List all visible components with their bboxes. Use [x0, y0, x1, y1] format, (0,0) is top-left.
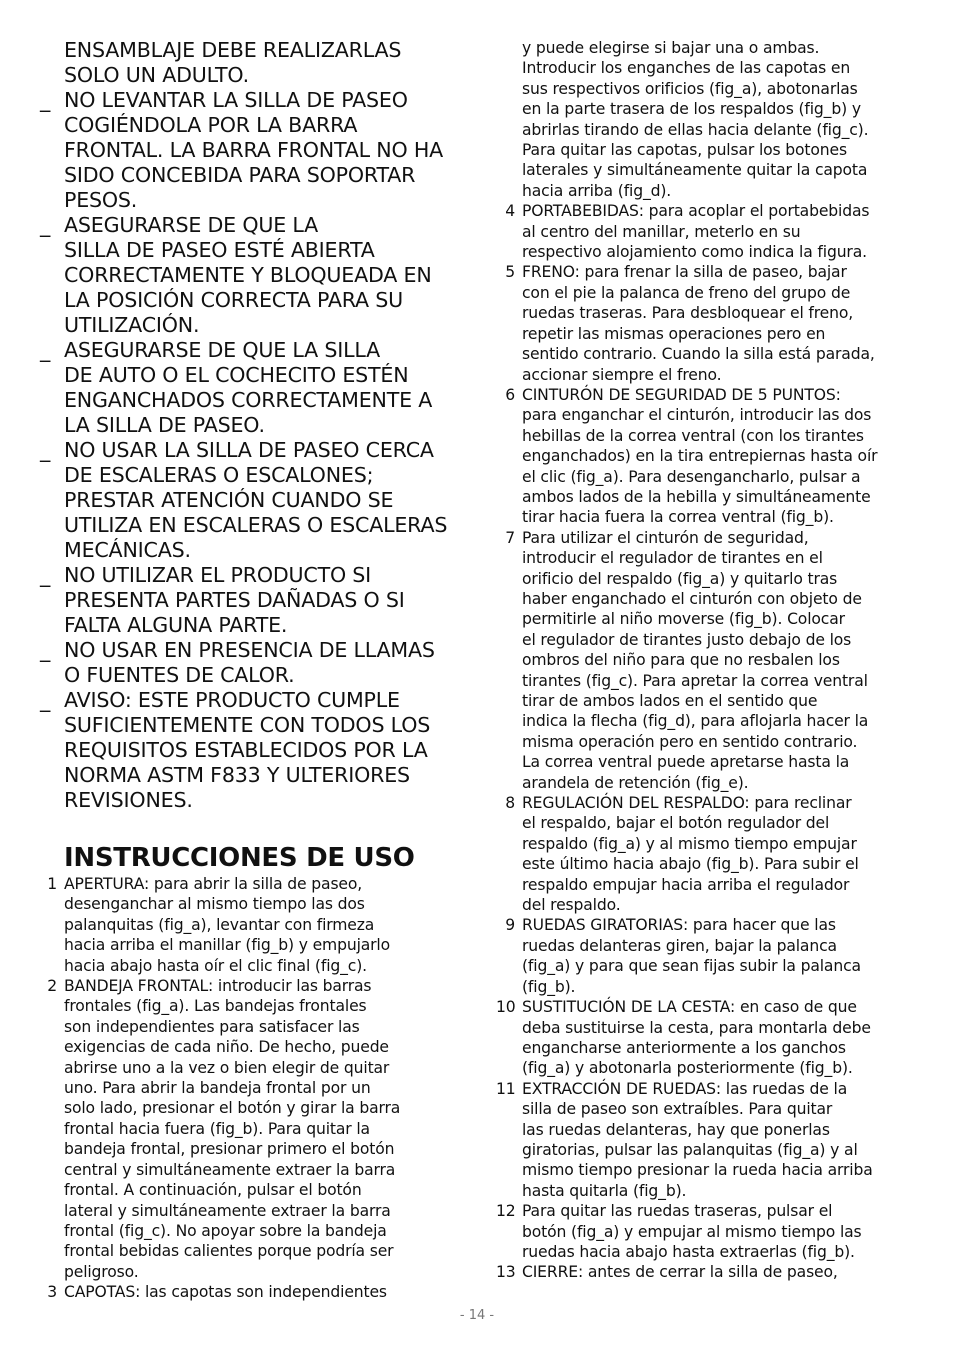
warning-item [40, 438, 470, 563]
text-line: DE ESCALERAS O ESCALONES; [64, 463, 374, 487]
instruction-item [40, 976, 470, 1282]
text-line: NO USAR LA SILLA DE PASEO CERCA [64, 438, 434, 462]
warnings-list [40, 38, 470, 813]
text-line: y puede elegirse si bajar una o ambas. [522, 39, 820, 57]
instructions-list-left [40, 874, 470, 1303]
text-line: tirar de ambos lados en el sentido que [522, 692, 818, 710]
text-line: respaldo empujar hacia arriba el regulador [522, 875, 850, 894]
text-line: permitirle al niño moverse (fig_b). Colocar [522, 610, 845, 629]
instruction-number: 7 [505, 528, 515, 547]
text-line: el clic (fig_a). Para desengancharlo, pulsar a [522, 467, 861, 486]
text-line: ombros del niño para que no resbalen los [522, 651, 840, 670]
text-line: AVISO: ESTE PRODUCTO CUMPLE [64, 688, 400, 712]
text-line: DE AUTO O EL COCHECITO ESTÉN [64, 363, 409, 387]
text-line: solo lado, presionar el botón y girar la barra [64, 1099, 401, 1118]
instruction-text [522, 915, 924, 997]
text-line: hacia arriba el manillar (fig_b) y empujarlo [64, 936, 391, 955]
text-line: botón (fig_a) y empujar al mismo tiempo las [522, 1222, 862, 1241]
text-line: abrirlas tirando de ellas hacia delante (fig_c). [522, 120, 869, 139]
text-line: UTILIZACIÓN. [64, 313, 200, 337]
instruction-item [496, 385, 924, 528]
instruction-number: 5 [505, 263, 515, 282]
text-line: bandeja frontal, presionar primero el botón [64, 1140, 395, 1159]
text-line: sus respectivos orificios (fig_a), abotonarlas [522, 79, 858, 98]
text-line: frontal hacia fuera (fig_b). Para quitar la [64, 1119, 370, 1138]
text-line: exigencias de cada niño. De hecho, puede [64, 1038, 389, 1057]
text-line: en la parte trasera de los respaldos (fig_b) y [522, 100, 861, 119]
text-line: PORTABEBIDAS: para acoplar el portabebidas [522, 202, 870, 221]
text-line: frontal. A continuación, pulsar el botón [64, 1181, 362, 1200]
instructions-list-right [496, 201, 924, 1283]
warning-text [64, 213, 470, 338]
instruction-item [496, 1201, 924, 1262]
text-line: engancharse anteriormente a los ganchos [522, 1038, 846, 1057]
warning-text [64, 338, 470, 438]
text-line: misma operación pero en sentido contrario. [522, 732, 858, 751]
instruction-number: 13 [496, 1263, 516, 1282]
instruction-number: 2 [47, 977, 57, 996]
warning-text [64, 88, 470, 213]
text-line: ambos lados de la hebilla y simultáneamente [522, 487, 871, 506]
warning-bullet: _ [40, 213, 51, 237]
text-line: ASEGURARSE DE QUE LA SILLA [64, 338, 380, 362]
text-line: orificio del respaldo (fig_a) y quitarlo tras [522, 569, 838, 588]
instruction-item [40, 874, 470, 976]
instruction-text [64, 1282, 470, 1302]
text-line: accionar siempre el freno. [522, 365, 722, 384]
text-line: hacia abajo hasta oír el clic final (fig_c). [64, 956, 367, 975]
warning-item [40, 638, 470, 688]
text-line: O FUENTES DE CALOR. [64, 663, 295, 687]
continued-paragraph [496, 38, 924, 201]
page-number: - 14 - [459, 1308, 495, 1323]
text-line: MECÁNICAS. [64, 538, 191, 562]
instruction-item [40, 1282, 470, 1302]
instruction-number: 3 [47, 1283, 57, 1302]
instruction-text [522, 262, 924, 384]
text-line: NO LEVANTAR LA SILLA DE PASEO [64, 88, 408, 112]
warning-item [40, 213, 470, 338]
warning-text [64, 563, 470, 638]
warning-text [64, 638, 470, 688]
text-line: sentido contrario. Cuando la silla está parada, [522, 345, 875, 364]
text-line: CIERRE: antes de cerrar la silla de paseo, [522, 1263, 838, 1282]
instruction-number: 8 [505, 794, 515, 813]
instruction-text [522, 1201, 924, 1262]
instruction-text [64, 976, 470, 1282]
text-line: ruedas delanteras giren, bajar la palanca [522, 936, 837, 955]
instruction-number: 9 [505, 916, 515, 935]
text-line: LA POSICIÓN CORRECTA PARA SU [64, 288, 404, 312]
text-line: del respaldo. [522, 896, 621, 915]
text-line: deba sustituirse la cesta, para montarla debe [522, 1018, 871, 1037]
warning-bullet: _ [40, 563, 51, 587]
text-line: FALTA ALGUNA PARTE. [64, 613, 288, 637]
text-line: SIDO CONCEBIDA PARA SOPORTAR [64, 163, 416, 187]
text-line: Para utilizar el cinturón de seguridad, [522, 528, 809, 547]
text-line: SUSTITUCIÓN DE LA CESTA: en caso de que [522, 998, 857, 1017]
warning-item [40, 38, 470, 88]
text-line: ASEGURARSE DE QUE LA [64, 213, 318, 237]
instruction-item [496, 262, 924, 384]
instruction-text [522, 201, 924, 262]
text-line: desenganchar al mismo tiempo las dos [64, 895, 365, 914]
text-line: Para quitar las capotas, pulsar los botones [522, 141, 847, 160]
text-line: frontal (fig_c). No apoyar sobre la bandeja [64, 1221, 387, 1240]
text-line: tirar hacia fuera la correa ventral (fig_b). [522, 508, 834, 527]
instruction-item [496, 793, 924, 915]
warning-bullet: _ [40, 338, 51, 362]
text-line: PRESTAR ATENCIÓN CUANDO SE [64, 488, 394, 512]
text-line: Para quitar las ruedas traseras, pulsar el [522, 1202, 833, 1221]
text-line: PRESENTA PARTES DAÑADAS O SI [64, 588, 405, 612]
text-line: PESOS. [64, 188, 138, 212]
instruction-text [522, 528, 924, 793]
text-line: REQUISITOS ESTABLECIDOS POR LA [64, 738, 428, 762]
text-line: ruedas traseras. Para desbloquear el freno, [522, 304, 854, 323]
text-line: BANDEJA FRONTAL: introducir las barras [64, 977, 372, 996]
text-line: silla de paseo son extraíbles. Para quitar [522, 1100, 833, 1119]
text-line: tirantes (fig_c). Para apretar la correa ventral [522, 671, 868, 690]
text-line: repetir las mismas operaciones pero en [522, 324, 826, 343]
text-line: SUFICIENTEMENTE CON TODOS LOS [64, 713, 431, 737]
text-line: las ruedas delanteras, hay que ponerlas [522, 1120, 830, 1139]
instruction-text [64, 874, 470, 976]
text-line: SOLO UN ADULTO. [64, 63, 249, 87]
text-line: NORMA ASTM F833 Y ULTERIORES [64, 763, 410, 787]
warning-item [40, 88, 470, 213]
text-line: palanquitas (fig_a), levantar con firmeza [64, 915, 375, 934]
instruction-item [496, 997, 924, 1079]
text-line: SILLA DE PASEO ESTÉ ABIERTA [64, 238, 375, 262]
instruction-item [496, 1079, 924, 1201]
text-line: introducir el regulador de tirantes en el [522, 549, 823, 568]
instruction-text [522, 1079, 924, 1201]
text-line: ENGANCHADOS CORRECTAMENTE A [64, 388, 433, 412]
warning-text [64, 438, 470, 563]
text-line: giratorias, pulsar las palanquitas (fig_a) y al [522, 1140, 858, 1159]
instruction-number: 6 [505, 385, 515, 404]
text-line: CAPOTAS: las capotas son independientes [64, 1283, 387, 1302]
text-line: CINTURÓN DE SEGURIDAD DE 5 PUNTOS: [522, 385, 841, 404]
text-line: UTILIZA EN ESCALERAS O ESCALERAS [64, 513, 448, 537]
warning-bullet: _ [40, 688, 51, 712]
text-line: NO UTILIZAR EL PRODUCTO SI [64, 563, 372, 587]
instruction-item [496, 528, 924, 793]
text-line: indica la flecha (fig_d), para aflojarla hacer la [522, 712, 869, 731]
text-line: frontales (fig_a). Las bandejas frontales [64, 997, 367, 1016]
text-line: enganchados) en la tira entrepiernas hasta oír [522, 447, 878, 466]
text-line: APERTURA: para abrir la silla de paseo, [64, 875, 363, 893]
warning-text [64, 688, 470, 813]
text-line: peligroso. [64, 1262, 139, 1281]
text-line: NO USAR EN PRESENCIA DE LLAMAS [64, 638, 435, 662]
instruction-number: 11 [496, 1079, 516, 1098]
instruction-number: 4 [505, 202, 515, 221]
instruction-text [522, 1262, 924, 1282]
warning-item [40, 688, 470, 813]
section-heading: INSTRUCCIONES DE USO [64, 843, 415, 873]
instruction-text [522, 997, 924, 1079]
text-line: para enganchar el cinturón, introducir las dos [522, 406, 872, 425]
warning-text [64, 38, 470, 88]
text-line: CORRECTAMENTE Y BLOQUEADA EN [64, 263, 432, 287]
text-line: hacia arriba (fig_d). [522, 181, 672, 200]
text-line: REGULACIÓN DEL RESPALDO: para reclinar [522, 794, 852, 813]
text-line: La correa ventral puede apretarse hasta la [522, 753, 850, 772]
instruction-text [522, 793, 924, 915]
text-line: LA SILLA DE PASEO. [64, 413, 265, 437]
text-line: arandela de retención (fig_e). [522, 773, 749, 792]
right-column [496, 38, 924, 1283]
text-line: ruedas hacia abajo hasta extraerlas (fig_b). [522, 1242, 855, 1261]
text-line: hasta quitarla (fig_b). [522, 1181, 687, 1200]
warning-item [40, 563, 470, 638]
warning-bullet: _ [40, 88, 51, 112]
text-line: REVISIONES. [64, 788, 193, 812]
text-line: RUEDAS GIRATORIAS: para hacer que las [522, 916, 836, 935]
text-line: lateral y simultáneamente extraer la barra [64, 1201, 391, 1220]
text-line: son independientes para satisfacer las [64, 1017, 360, 1036]
text-line: el respaldo, bajar el botón regulador del [522, 814, 830, 833]
text-line: este último hacia abajo (fig_b). Para subir el [522, 855, 859, 874]
text-line: hebillas de la correa ventral (con los tirantes [522, 426, 864, 445]
text-line: abrirse uno a la vez o bien elegir de quitar [64, 1058, 390, 1077]
text-line: FRONTAL. LA BARRA FRONTAL NO HA [64, 138, 444, 162]
text-line: respaldo (fig_a) y al mismo tiempo empujar [522, 834, 857, 853]
text-line: Introducir los enganches de las capotas en [522, 59, 851, 78]
instruction-item [496, 201, 924, 262]
text-line: (fig_a) y abotonarla posteriormente (fig_b). [522, 1059, 853, 1078]
text-line: COGIÉNDOLA POR LA BARRA [64, 113, 358, 137]
warning-bullet: _ [40, 438, 51, 462]
text-line: FRENO: para frenar la silla de paseo, bajar [522, 263, 847, 282]
text-line: (fig_a) y para que sean fijas subir la palanca [522, 957, 861, 976]
instruction-number: 1 [47, 875, 57, 893]
text-line: frontal bebidas calientes porque podría ser [64, 1242, 394, 1261]
instruction-text [522, 385, 924, 528]
text-line: central y simultáneamente extraer la barra [64, 1160, 396, 1179]
text-line: respectivo alojamiento como indica la figura. [522, 243, 867, 262]
instruction-item [496, 915, 924, 997]
text-line: laterales y simultáneamente quitar la capota [522, 161, 868, 180]
text-line: al centro del manillar, meterlo en su [522, 222, 801, 241]
text-line: uno. Para abrir la bandeja frontal por un [64, 1079, 371, 1098]
text-line: mismo tiempo presionar la rueda hacia arriba [522, 1161, 873, 1180]
text-line: el regulador de tirantes justo debajo de los [522, 630, 852, 649]
left-column [40, 38, 470, 1303]
warning-bullet: _ [40, 638, 51, 662]
text-line: (fig_b). [522, 977, 576, 996]
warning-bullet [40, 38, 64, 88]
warning-item [40, 338, 470, 438]
text-line: EXTRACCIÓN DE RUEDAS: las ruedas de la [522, 1079, 848, 1098]
instruction-number: 12 [496, 1202, 516, 1221]
text-line: ENSAMBLAJE DEBE REALIZARLAS [64, 38, 402, 62]
text-line: haber enganchado el cinturón con objeto de [522, 589, 862, 608]
instruction-item [496, 1262, 924, 1282]
instruction-number: 10 [496, 998, 516, 1017]
text-line: con el pie la palanca de freno del grupo de [522, 283, 851, 302]
